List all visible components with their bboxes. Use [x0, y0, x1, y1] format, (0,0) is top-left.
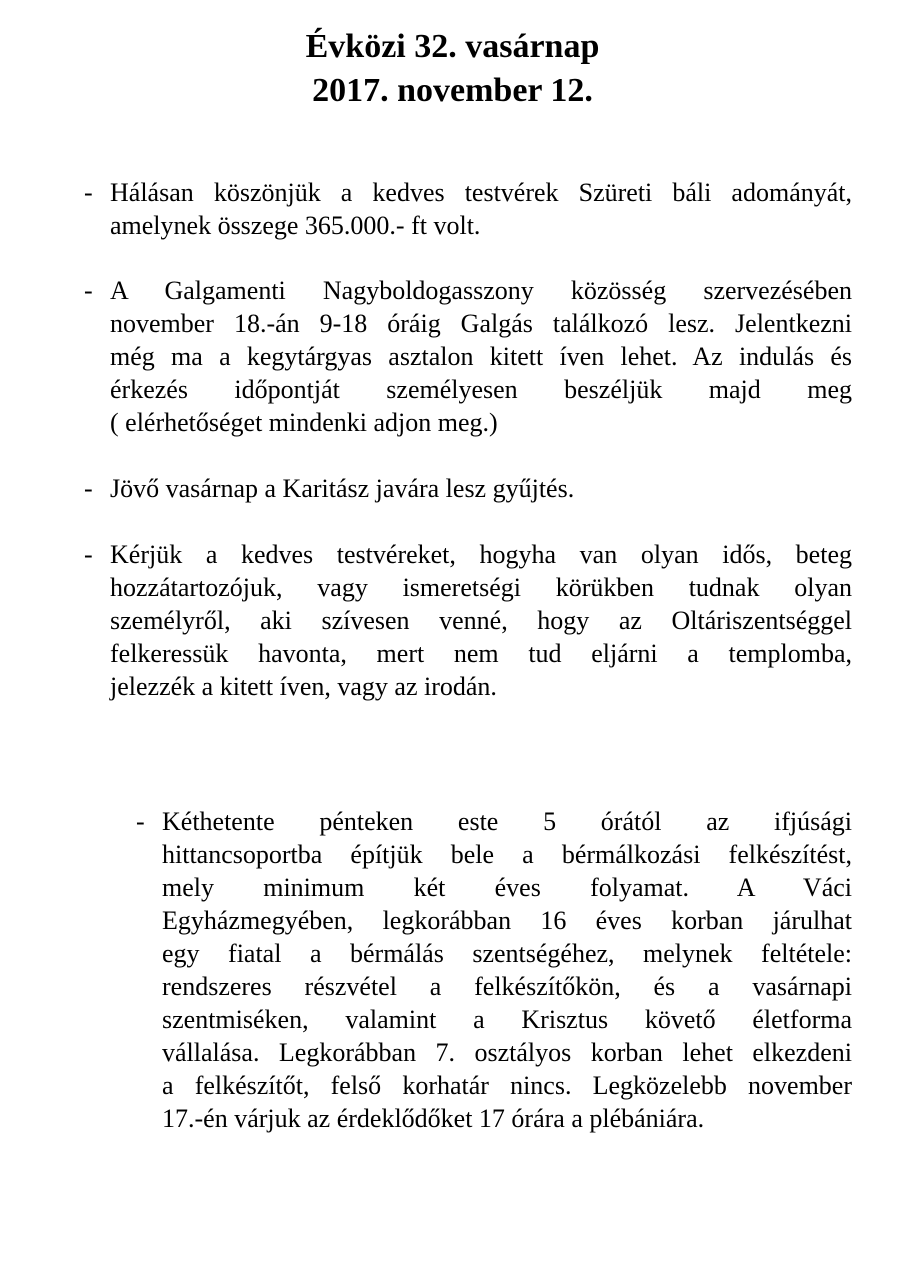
text-line: felkeressük havonta, mert nem tud eljárni a templomba, — [110, 639, 852, 668]
announcement-text — [110, 176, 852, 242]
text-line: A Galgamenti Nagyboldogasszony közösség szervezésében — [110, 276, 852, 305]
text-line: mely minimum két éves folyamat. A Váci — [162, 873, 852, 902]
announcement-item — [84, 176, 852, 242]
text-line: 17.-én várjuk az érdeklődőket 17 órára a plébániára. — [162, 1104, 705, 1133]
bullet-dash: - — [84, 276, 93, 305]
text-line: jelezzék a kitett íven, vagy az irodán. — [110, 672, 497, 701]
text-line: hittancsoportba építjük bele a bérmálkozási felkészítést, — [162, 840, 852, 869]
text-line: Kéthetente pénteken este 5 órától az ifjúsági — [162, 807, 852, 836]
text-line: érkezés időpontját személyesen beszéljük majd meg — [110, 375, 852, 404]
text-line: vállalása. Legkorábban 7. osztályos korban lehet elkezdeni — [162, 1038, 852, 1067]
text-line: ( elérhetőséget mindenki adjon meg.) — [110, 408, 498, 437]
announcement-item — [136, 805, 852, 1135]
text-line: november 18.-án 9-18 óráig Galgás találkozó lesz. Jelentkezni — [110, 309, 852, 338]
page-title: Évközi 32. vasárnap — [305, 28, 600, 65]
announcement-item — [84, 472, 852, 505]
text-line: szentmiséken, valamint a Krisztus követő életforma — [162, 1005, 852, 1034]
announcement-text — [110, 538, 852, 703]
text-line: Kérjük a kedves testvéreket, hogyha van olyan idős, beteg — [110, 540, 852, 569]
text-line: Hálásan köszönjük a kedves testvérek Szüreti báli adományát, — [110, 178, 852, 207]
announcement-text — [110, 472, 852, 505]
text-line: egy fiatal a bérmálás szentségéhez, melynek feltétele: — [162, 939, 852, 968]
announcement-text — [110, 274, 852, 439]
announcement-item — [84, 538, 852, 703]
text-line: Jövő vasárnap a Karitász javára lesz gyűjtés. — [110, 474, 575, 503]
announcement-item — [84, 274, 852, 439]
text-line: amelynek összege 365.000.- ft volt. — [110, 211, 481, 240]
bullet-dash: - — [84, 474, 93, 503]
announcement-text — [162, 805, 852, 1135]
bullet-dash: - — [84, 178, 93, 207]
page-date: 2017. november 12. — [312, 72, 593, 109]
bullet-dash: - — [136, 807, 145, 836]
text-line: személyről, aki szívesen venné, hogy az Oltáriszentséggel — [110, 606, 852, 635]
text-line: Egyházmegyében, legkorábban 16 éves korban járulhat — [162, 906, 852, 935]
text-line: a felkészítőt, felső korhatár nincs. Legközelebb november — [162, 1071, 852, 1100]
text-line: rendszeres részvétel a felkészítőkön, és a vasárnapi — [162, 972, 852, 1001]
text-line: még ma a kegytárgyas asztalon kitett íven lehet. Az indulás és — [110, 342, 852, 371]
text-line: hozzátartozójuk, vagy ismeretségi körükben tudnak olyan — [110, 573, 852, 602]
bullet-dash: - — [84, 540, 93, 569]
